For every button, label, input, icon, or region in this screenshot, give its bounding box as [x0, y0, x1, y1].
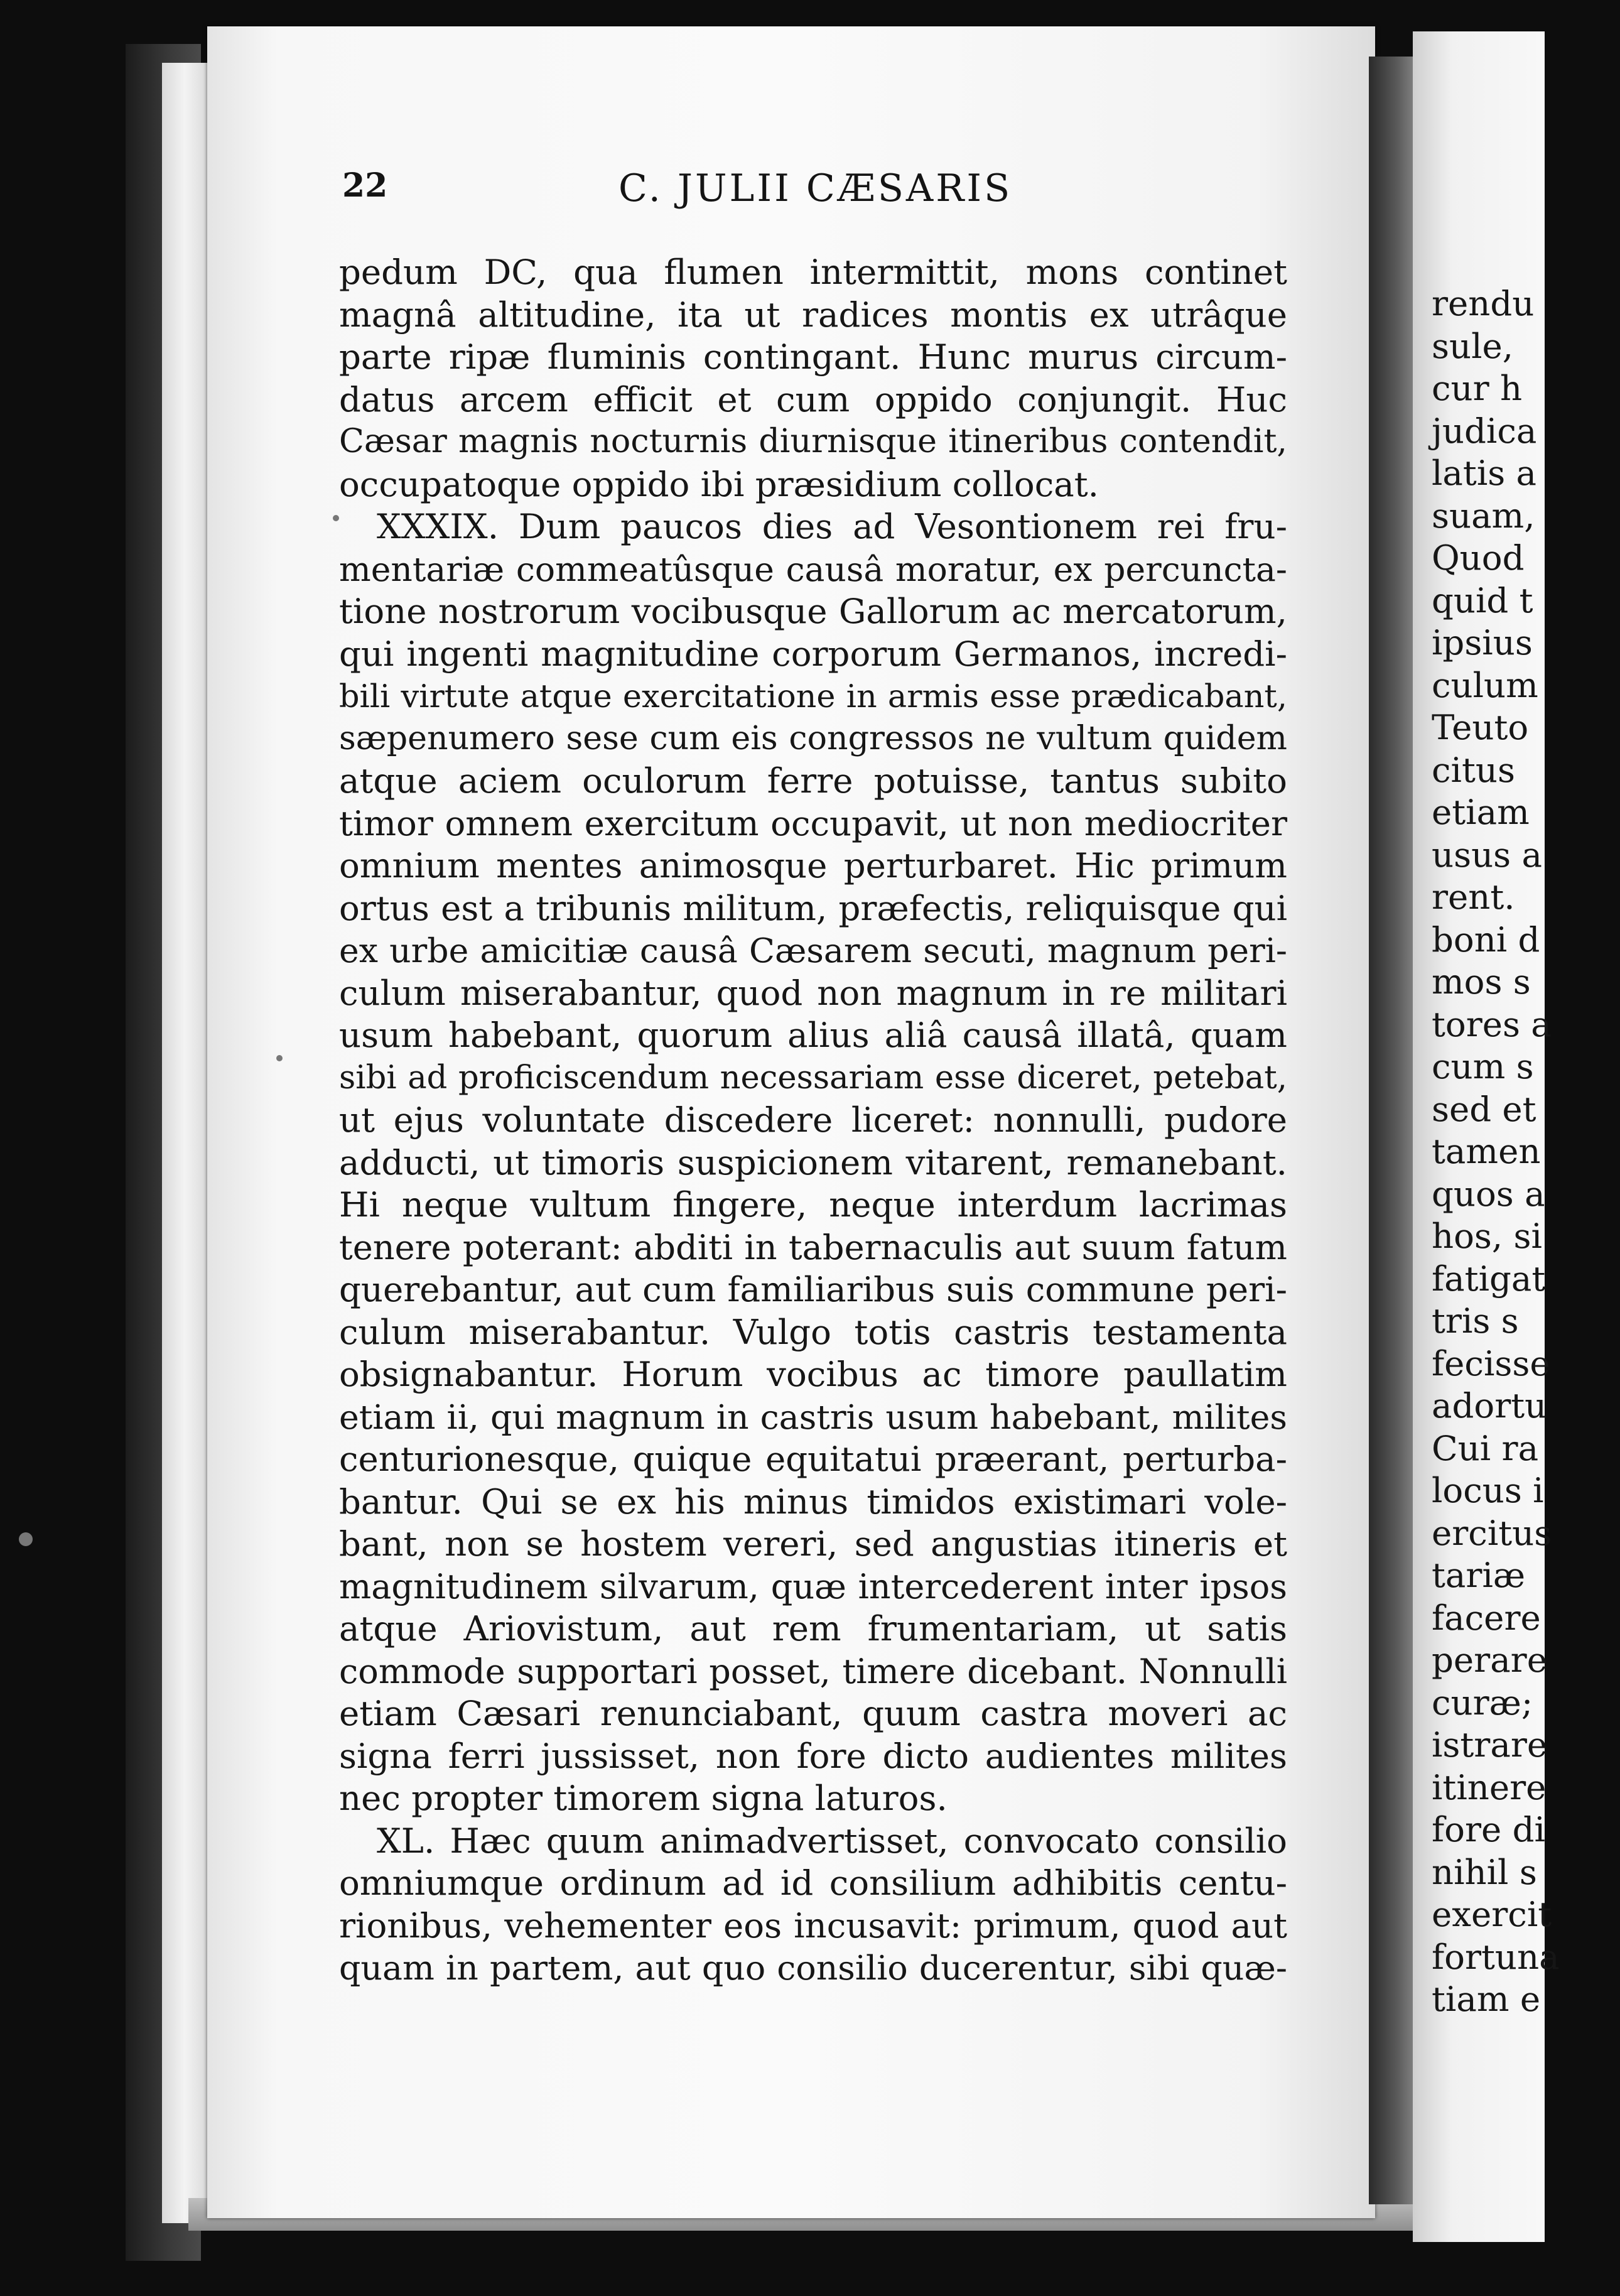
facing-text-line: citus — [1432, 749, 1515, 790]
facing-text-line: sule, — [1432, 325, 1514, 366]
text-line: signa ferri jussisset, non fore dicto audientes milites — [339, 1735, 1287, 1776]
body-text — [339, 251, 1287, 1990]
text-line: mentariæ commeatûsque causâ moratur, ex percuncta- — [339, 549, 1287, 589]
scan-speck — [276, 1055, 283, 1061]
text-line: sibi ad proficiscendum necessariam esse diceret, petebat, — [339, 1059, 1287, 1097]
facing-text-line: istrare — [1432, 1725, 1548, 1765]
facing-text-line: adortu — [1432, 1385, 1547, 1426]
text-line: omniumque ordinum ad id consilium adhibitis centu- — [339, 1863, 1287, 1903]
facing-text-line: cur h — [1432, 368, 1523, 408]
scan-speck — [333, 515, 339, 521]
facing-text-line: tiam e — [1432, 1979, 1541, 2019]
facing-text-line: curæ; — [1432, 1682, 1533, 1723]
text-line: sæpenumero sese cum eis congressos ne vultum quidem — [339, 719, 1287, 757]
text-line: timor omnem exercitum occupavit, ut non mediocriter — [339, 803, 1287, 843]
facing-text-line: rent. — [1432, 877, 1515, 917]
text-line: etiam ii, qui magnum in castris usum habebant, milites — [339, 1397, 1287, 1437]
facing-text-line: etiam — [1432, 792, 1530, 832]
running-head: C. JULII CÆSARIS — [618, 166, 1013, 210]
text-line: Cæsar magnis nocturnis diurnisque itineribus contendit, — [339, 423, 1287, 460]
facing-text-line: ercitus — [1432, 1512, 1552, 1553]
facing-text-line: nihil s — [1432, 1851, 1537, 1892]
text-line: parte ripæ fluminis contingant. Hunc murus circum- — [339, 337, 1287, 377]
facing-text-line: itinere — [1432, 1767, 1547, 1807]
facing-text-line: Teuto — [1432, 707, 1529, 747]
text-line: tione nostrorum vocibusque Gallorum ac mercatorum, — [339, 591, 1287, 631]
facing-text-line: sed et — [1432, 1088, 1536, 1129]
facing-text-line: fore di — [1432, 1809, 1545, 1849]
facing-text-line: rendu — [1432, 283, 1535, 323]
text-line: bantur. Qui se ex his minus timidos existimari vole- — [339, 1481, 1287, 1522]
text-line: pedum DC, qua flumen intermittit, mons continet — [339, 252, 1287, 292]
facing-text-line: judica — [1432, 410, 1537, 451]
page-number: 22 — [342, 166, 388, 205]
facing-text-line: tores a — [1432, 1004, 1552, 1044]
text-line: usum habebant, quorum alius aliâ causâ illatâ, quam — [339, 1015, 1287, 1055]
facing-text-line: exercit — [1432, 1894, 1552, 1934]
facing-text-line: tris s — [1432, 1301, 1519, 1341]
text-line: XL. Hæc quum animadvertisset, convocato consilio — [377, 1820, 1287, 1861]
scan-speck — [19, 1532, 33, 1546]
text-line: datus arcem efficit et cum oppido conjungit. Huc — [339, 379, 1287, 420]
text-line: bili virtute atque exercitatione in armis esse prædicabant, — [339, 678, 1287, 715]
text-line: nec propter timorem signa laturos. — [339, 1778, 948, 1818]
facing-text-line: quos a — [1432, 1173, 1545, 1214]
facing-text-line: facere — [1432, 1597, 1541, 1638]
text-line: atque Ariovistum, aut rem frumentariam, ut satis — [339, 1608, 1287, 1649]
facing-text-line: perare — [1432, 1640, 1547, 1680]
facing-page-text — [1432, 283, 1620, 2021]
text-line: rionibus, vehementer eos incusavit: primum, quod aut — [339, 1905, 1287, 1946]
text-line: commode supportari posset, timere dicebant. Nonnulli — [339, 1651, 1287, 1691]
facing-text-line: Quod — [1432, 538, 1525, 578]
facing-text-line: locus i — [1432, 1470, 1544, 1510]
text-line: adducti, ut timoris suspicionem vitarent, remanebant. — [339, 1142, 1287, 1183]
text-line: centurionesque, quique equitatui præerant, perturba- — [339, 1439, 1287, 1479]
text-line: qui ingenti magnitudine corporum Germanos, incredi- — [339, 633, 1287, 674]
text-line: quam in partem, aut quo consilio ducerentur, sibi quæ- — [339, 1948, 1287, 1988]
facing-text-line: usus a — [1432, 834, 1542, 875]
facing-text-line: cum s — [1432, 1046, 1534, 1086]
text-line: occupatoque oppido ibi præsidium collocat. — [339, 463, 1099, 504]
facing-text-line: tamen — [1432, 1131, 1541, 1171]
page-header — [342, 166, 1303, 217]
facing-text-line: latis a — [1432, 453, 1537, 493]
text-line: ex urbe amicitiæ causâ Cæsarem secuti, magnum peri- — [339, 931, 1287, 970]
text-line: querebantur, aut cum familiaribus suis commune peri- — [339, 1269, 1287, 1309]
text-line: XXXIX. Dum paucos dies ad Vesontionem rei fru- — [377, 506, 1287, 546]
text-line: etiam Cæsari renunciabant, quum castra moveri ac — [339, 1693, 1287, 1733]
text-line: culum miserabantur, quod non magnum in re militari — [339, 972, 1287, 1013]
text-line: ut ejus voluntate discedere liceret: nonnulli, pudore — [339, 1100, 1287, 1140]
facing-page — [1413, 31, 1560, 2242]
text-line: Hi neque vultum fingere, neque interdum lacrimas — [339, 1184, 1287, 1225]
text-line: magnitudinem silvarum, quæ intercederent inter ipsos — [339, 1566, 1287, 1606]
text-line: obsignabantur. Horum vocibus ac timore paullatim — [339, 1354, 1287, 1394]
text-line: magnâ altitudine, ita ut radices montis ex utrâque — [339, 294, 1287, 335]
facing-text-line: fortuna — [1432, 1936, 1560, 1977]
facing-text-line: Cui ra — [1432, 1427, 1539, 1468]
text-line: bant, non se hostem vereri, sed angustias itineris et — [339, 1524, 1287, 1564]
text-line: tenere poterant: abditi in tabernaculis aut suum fatum — [339, 1227, 1287, 1267]
facing-text-line: suam, — [1432, 495, 1535, 536]
facing-text-line: boni d — [1432, 919, 1540, 960]
text-line: atque aciem oculorum ferre potuisse, tantus subito — [339, 761, 1287, 801]
facing-text-line: hos, si — [1432, 1216, 1542, 1256]
facing-text-line: ipsius — [1432, 622, 1533, 663]
facing-text-line: culum — [1432, 664, 1538, 705]
facing-text-line: tariæ — [1432, 1555, 1526, 1595]
facing-text-line: fecisse — [1432, 1343, 1550, 1384]
text-line: culum miserabantur. Vulgo totis castris testamenta — [339, 1311, 1287, 1352]
facing-text-line: fatigat — [1432, 1258, 1546, 1299]
facing-text-line: mos s — [1432, 961, 1531, 1002]
text-line: ortus est a tribunis militum, præfectis, reliquisque qui — [339, 887, 1287, 928]
text-line: omnium mentes animosque perturbaret. Hic primum — [339, 845, 1287, 885]
facing-text-line: quid t — [1432, 580, 1533, 620]
